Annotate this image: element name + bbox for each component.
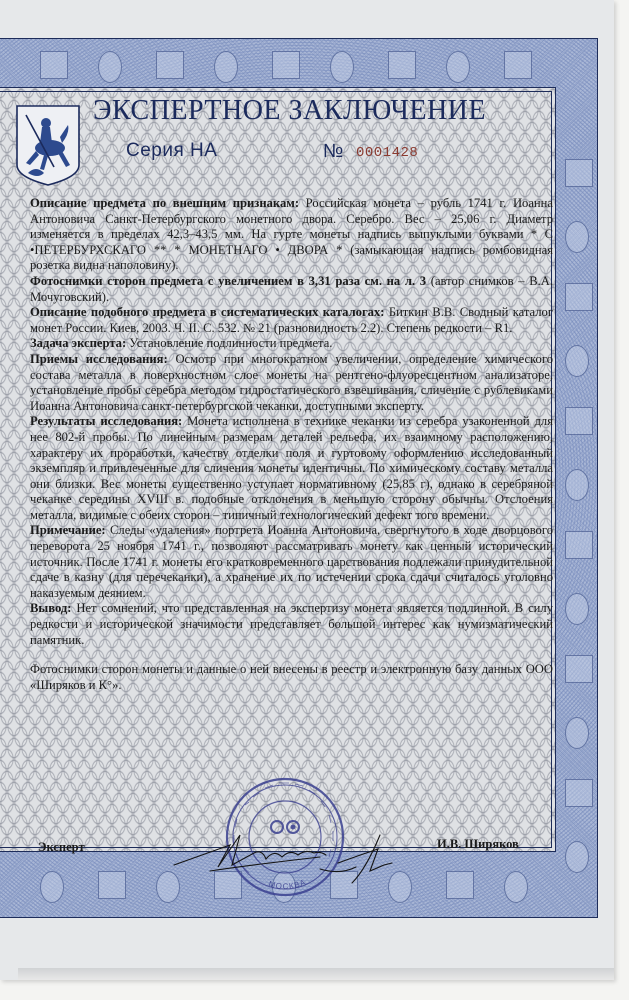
- border-oval-motif: [214, 51, 238, 83]
- border-square-motif: [272, 51, 300, 79]
- border-oval-motif: [446, 51, 470, 83]
- section-text: Установление подлинности предмета.: [126, 336, 333, 351]
- document-title: ЭКСПЕРТНОЕ ЗАКЛЮЧЕНИЕ: [93, 95, 486, 126]
- section-heading: Результаты исследования:: [30, 414, 183, 429]
- moscow-coat-of-arms-emblem: [14, 103, 82, 187]
- certificate-body: [30, 196, 553, 693]
- section-heading: Описание предмета по внешним признакам:: [30, 196, 300, 210]
- section-text: Монета исполнена в технике чеканки из серебра узаконенной для нее 802-й пробы. По линейным размерам деталей рельефа, их взаимному расположению, характеру их проработки, качеству отделки поля и гуртовому оформлению исследованный экземпляр и привлеченные для сличения монеты идентичны. По химическому составу металла они близки. Вес монеты существенно уступает нормативному (25,85 г), однако в серебряной чеканке середины XVIII в. подобные отклонения в меньшую сторону обычны. Отслоения металла, видимые с обеих сторон – типичный технологический дефект того времени.: [30, 414, 554, 522]
- border-square-motif: [565, 159, 593, 187]
- section-heading: Вывод:: [30, 601, 72, 616]
- border-square-motif: [565, 779, 593, 807]
- section-text: Нет сомнений, что представленная на экспертизу монета является подлинной. В силу редкости и исторической значимости представляет большой интерес как нумизматический памятник.: [30, 601, 553, 647]
- border-square-motif: [98, 871, 126, 899]
- border-oval-motif: [565, 221, 589, 253]
- section-text: Осмотр при многократном увеличении, определение химического состава металла в поверхностном слое монеты на рентгено-флуоресцентном анализаторе, установление пробы серебра методом гидростатического взвешивания, сличение с рублевиками Иоанна Антоновича санкт-петербургской чеканки, доступными эксперту.: [30, 351, 554, 413]
- border-square-motif: [565, 407, 593, 435]
- serial-number: 0001428: [356, 145, 419, 161]
- border-square-motif: [504, 51, 532, 79]
- stamp-lettering: МОСКВА: [267, 877, 308, 892]
- expert-name: И.В. Ширяков: [437, 837, 519, 851]
- section-item-description: [30, 196, 553, 274]
- section-text: Российская монета – рубль 1741 г. Иоанна Антоновича Санкт-Петербургского монетного двора. Серебро. Вес – 25,06 г. Диаметр изменяется в пределах 42,3–43,5 мм. На гурте монеты надпись выпуклыми буквами * С •ПЕТЕРБУРХСКАГО ** * МОНЕТНАГО • ДВОРА * (замыкающая надпись ромбовидная розетка видна наполовину).: [30, 196, 553, 273]
- section-item-methods: [30, 352, 553, 414]
- sheet-shadow: [18, 968, 614, 980]
- expert-label: Эксперт: [38, 840, 85, 854]
- border-oval-motif: [565, 841, 589, 873]
- series-label: Серия НА: [126, 140, 218, 161]
- border-square-motif: [446, 871, 474, 899]
- section-item-photos: [30, 274, 553, 305]
- number-sign: №: [323, 141, 344, 162]
- section-text: (автор снимков – В.А. Мочуговский).: [30, 273, 554, 304]
- section-item-note: [30, 523, 553, 601]
- spacer: [30, 648, 553, 662]
- border-square-motif: [156, 51, 184, 79]
- border-oval-motif: [565, 593, 589, 625]
- section-heading: Приемы исследования:: [30, 351, 168, 366]
- section-item-results: [30, 414, 553, 523]
- border-square-motif: [40, 51, 68, 79]
- border-square-motif: [565, 531, 593, 559]
- registry-note: Фотоснимки сторон монеты и данные о ней внесены в реестр и электронную базу данных ООО «Ширяков и К°».: [30, 662, 553, 692]
- border-oval-motif: [565, 717, 589, 749]
- section-item-conclusion: [30, 601, 553, 648]
- border-oval-motif: [98, 51, 122, 83]
- border-oval-motif: [565, 345, 589, 377]
- section-heading: Примечание:: [30, 523, 106, 538]
- border-oval-motif: [504, 871, 528, 903]
- section-item-catalogs: [30, 305, 553, 336]
- section-heading: Фотоснимки сторон предмета с увеличением в 3,31 раза см. на л. 3: [30, 273, 427, 288]
- border-square-motif: [565, 655, 593, 683]
- section-item-task: [30, 336, 553, 352]
- section-text: Биткин В.В. Сводный каталог монет России. Киев, 2003. Ч. II. С. 532. № 21 (разновидность 2.2). Степень редкости – R1.: [30, 305, 553, 335]
- handwritten-signature: [170, 815, 400, 885]
- section-heading: Описание подобного предмета в систематических каталогах:: [30, 305, 385, 320]
- border-oval-motif: [40, 871, 64, 903]
- border-square-motif: [565, 283, 593, 311]
- border-square-motif: [388, 51, 416, 79]
- border-oval-motif: [565, 469, 589, 501]
- section-text: Следы «удаления» портрета Иоанна Антоновича, свергнутого в ходе дворцового переворота 25 ноября 1741 г., позволяют рассматривать монету как ценный исторический источник. После 1741 г. монеты его кратковременного царствования подлежали принудительной сдаче в казну (для перечеканки), а хранение их по истечении срока сдачи считалось уголовно наказуемым деянием.: [30, 523, 553, 600]
- section-heading: Задача эксперта:: [30, 336, 127, 351]
- border-oval-motif: [330, 51, 354, 83]
